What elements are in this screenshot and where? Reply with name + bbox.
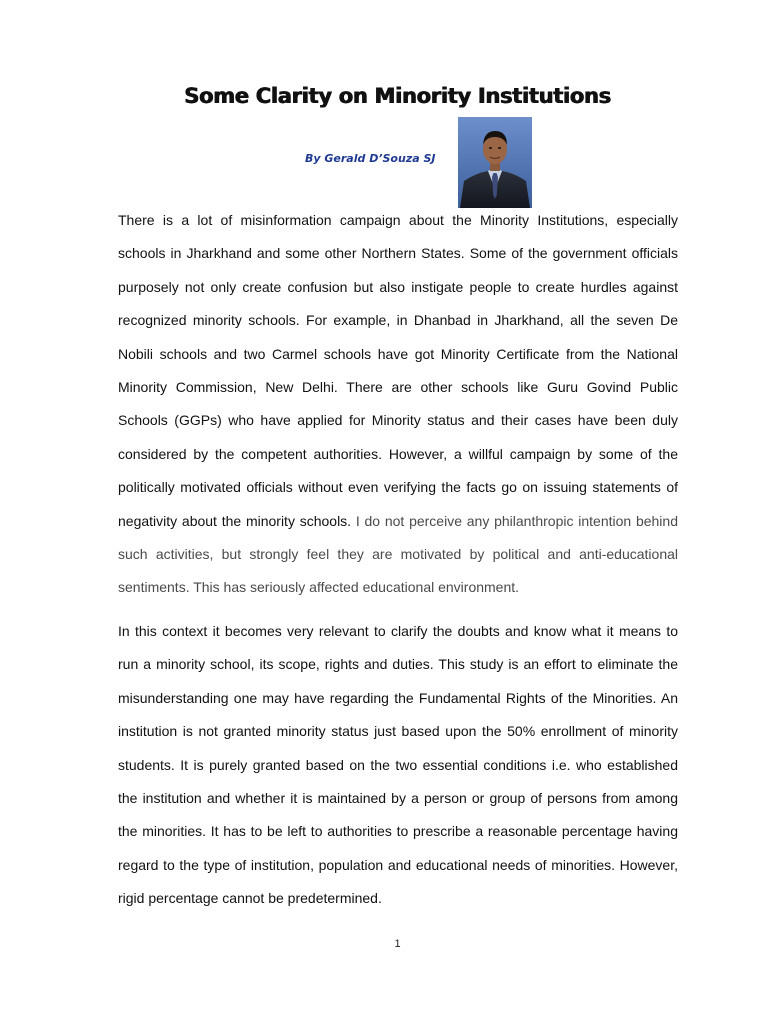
paragraph-1: [118, 204, 678, 605]
page-number: 1: [394, 938, 401, 950]
paragraph-1-main: There is a lot of misinformation campaign about the Minority Institutions, especially schools in Jharkhand and some other Northern States. Some of the government officials purposely not only create confusion but also instigate people to create hurdles against recognized minority schools. For example, in Dhanbad in Jharkhand, all the seven De Nobili schools and two Carmel schools have got Minority Certificate from the National Minority Commission, New Delhi. There are other schools like Guru Govind Public Schools (GGPs) who have applied for Minority status and their cases have been duly considered by the competent authorities. However, a willful campaign by some of the politically motivated officials without even verifying the facts go on issuing statements of negativity about the minority schools.: [118, 212, 678, 529]
author-photo: [458, 117, 532, 208]
author-byline: By Gerald D’Souza SJ: [305, 152, 436, 165]
paragraph-1-muted: I do not perceive any philanthropic intention behind such activities, but strongly feel they are motivated by political and anti-educational sentiments. This has seriously affected educational environment.: [118, 512, 678, 596]
paragraph-2-main: In this context it becomes very relevant to clarify the doubts and know what it means to run a minority school, its scope, rights and duties. This study is an effort to eliminate the misunderstanding one may have regarding the Fundamental Rights of the Minorities. An institution is not granted minority status just based upon the 50% enrollment of minority students. It is purely granted based on the two essential conditions i.e. who established the institution and whether it is maintained by a person or group of persons from among the minorities. It has to be left to authorities to prescribe a reasonable percentage having regard to the type of institution, population and educational needs of minorities. However, rigid percentage cannot be predetermined.: [118, 623, 678, 907]
paragraph-2: [118, 615, 678, 916]
document-title: Some Clarity on Minority Institutions: [184, 84, 611, 108]
